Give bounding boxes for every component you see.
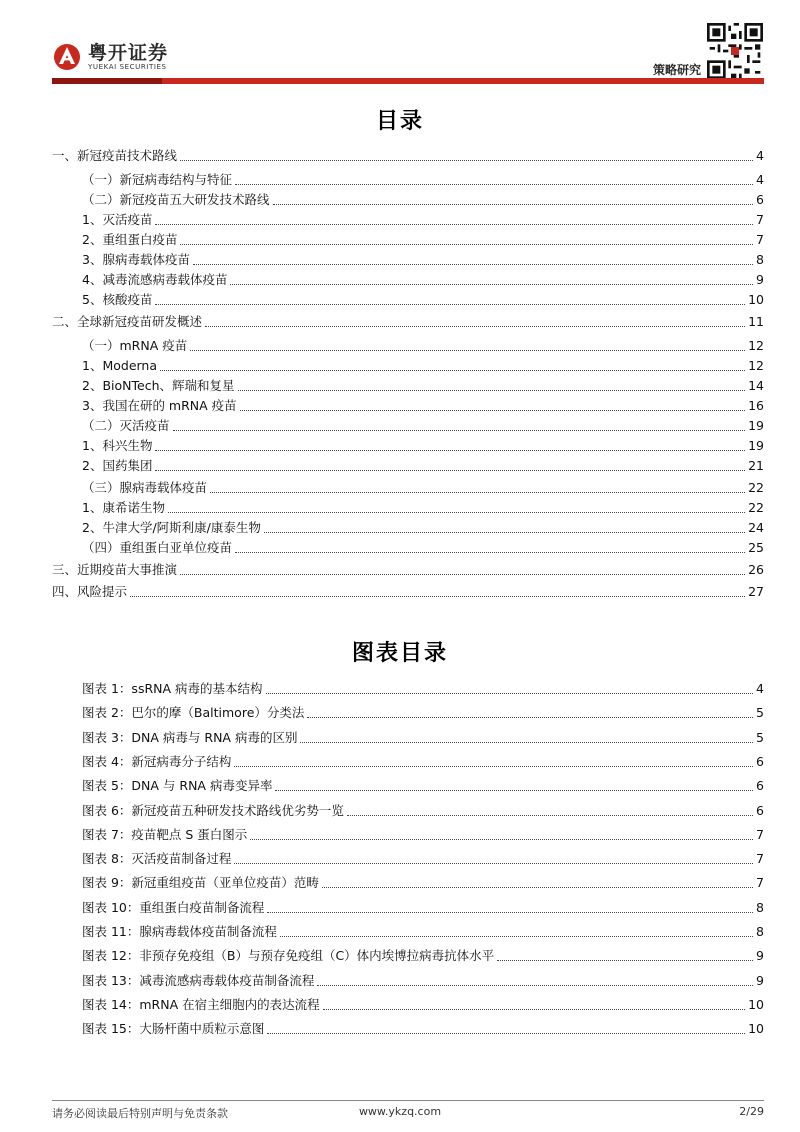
figure-entry[interactable] bbox=[82, 778, 764, 794]
toc-entry[interactable] bbox=[82, 398, 764, 414]
toc-entry-title: 3、腺病毒载体疫苗 bbox=[82, 252, 190, 267]
toc-entry[interactable] bbox=[82, 480, 764, 496]
figure-dot-leader bbox=[234, 862, 753, 864]
toc-entry-title: 三、近期疫苗大事推演 bbox=[52, 562, 178, 577]
toc-entry-title: 四、风险提示 bbox=[52, 584, 128, 599]
toc-entry-title: 1、灭活疫苗 bbox=[82, 212, 153, 227]
toc-entry-page: 9 bbox=[756, 272, 764, 287]
toc-entry-title: 二、全球新冠疫苗研发概述 bbox=[52, 314, 203, 329]
figure-entry-title: 图表 5：DNA 与 RNA 病毒变异率 bbox=[82, 778, 273, 794]
toc-dot-leader bbox=[240, 409, 745, 411]
toc-dot-leader bbox=[180, 243, 753, 245]
toc-entry-title: 2、重组蛋白疫苗 bbox=[82, 232, 178, 247]
figure-entry-page: 6 bbox=[756, 753, 764, 769]
toc-dot-leader bbox=[273, 203, 754, 205]
figure-dot-leader bbox=[323, 1008, 745, 1010]
figure-entry-page: 8 bbox=[756, 899, 764, 915]
figure-entry-page: 7 bbox=[756, 826, 764, 842]
toc-entry-title: 1、Moderna bbox=[82, 358, 158, 373]
toc-dot-leader bbox=[238, 389, 746, 391]
figure-dot-leader bbox=[280, 935, 753, 937]
toc-entry[interactable] bbox=[82, 272, 764, 288]
figure-entry-page: 4 bbox=[756, 681, 764, 696]
logo-chinese-name: 粤开证券 bbox=[88, 41, 169, 64]
toc-entry-title: （二）灭活疫苗 bbox=[82, 418, 170, 433]
page-header bbox=[0, 0, 800, 90]
toc-entry[interactable] bbox=[52, 148, 764, 164]
figure-dot-leader bbox=[234, 765, 753, 767]
toc-entry[interactable] bbox=[82, 418, 764, 434]
toc-entry-title: 一、新冠疫苗技术路线 bbox=[52, 148, 178, 163]
figure-entry-title: 图表 9：新冠重组疫苗（亚单位疫苗）范畴 bbox=[82, 875, 319, 891]
company-logo bbox=[52, 42, 168, 72]
figure-entry-page: 5 bbox=[756, 729, 764, 745]
toc-entry-page: 25 bbox=[748, 540, 764, 555]
figure-entry-title: 图表 2：巴尔的摩（Baltimore）分类法 bbox=[82, 705, 305, 721]
figure-entry-title: 图表 14：mRNA 在宿主细胞内的表达流程 bbox=[82, 996, 320, 1012]
figure-dot-leader bbox=[300, 741, 753, 743]
toc-entry-page: 7 bbox=[756, 232, 764, 247]
figure-entry-title: 图表 10：重组蛋白疫苗制备流程 bbox=[82, 899, 265, 915]
toc-title: 目录 bbox=[375, 109, 424, 134]
toc-entry-title: 1、科兴生物 bbox=[82, 438, 153, 453]
figure-entry-title: 图表 11：腺病毒载体疫苗制备流程 bbox=[82, 924, 277, 939]
figure-dot-leader bbox=[497, 959, 753, 961]
toc-dot-leader bbox=[180, 573, 745, 575]
toc-dot-leader bbox=[230, 283, 753, 285]
figure-entry[interactable] bbox=[82, 803, 764, 819]
toc-entry-title: （一）mRNA 疫苗 bbox=[82, 338, 188, 353]
toc-entry[interactable] bbox=[82, 540, 764, 556]
toc-entry-page: 14 bbox=[748, 378, 764, 393]
toc-entry[interactable] bbox=[82, 378, 764, 394]
figure-entry[interactable] bbox=[82, 900, 764, 916]
figure-entry[interactable] bbox=[82, 1021, 764, 1037]
figure-entry[interactable] bbox=[82, 948, 764, 964]
toc-entry[interactable] bbox=[82, 500, 764, 516]
figure-entry[interactable] bbox=[82, 997, 764, 1013]
toc-dot-leader bbox=[205, 325, 745, 327]
figure-dot-leader bbox=[267, 1032, 745, 1034]
toc-entry-page: 24 bbox=[748, 520, 764, 535]
figure-entry-page: 10 bbox=[748, 996, 764, 1012]
toc-dot-leader bbox=[155, 469, 745, 471]
figure-entry[interactable] bbox=[82, 827, 764, 843]
toc-entry-title: （一）新冠病毒结构与特征 bbox=[82, 172, 233, 187]
report-category: 策略研究 bbox=[653, 63, 702, 77]
toc-entry-title: 4、减毒流感病毒载体疫苗 bbox=[82, 272, 228, 287]
toc-entry-page: 22 bbox=[748, 500, 764, 515]
figure-entry-title: 图表 7：疫苗靶点 S 蛋白图示 bbox=[82, 826, 248, 842]
figure-entry[interactable] bbox=[82, 973, 764, 989]
figure-entry-page: 10 bbox=[748, 1021, 764, 1037]
figure-entry-page: 7 bbox=[756, 851, 764, 867]
toc-dot-leader bbox=[173, 429, 746, 431]
yuekai-logo-icon bbox=[52, 42, 82, 72]
toc-entry-page: 6 bbox=[756, 192, 764, 207]
toc-entry-page: 21 bbox=[748, 458, 764, 473]
toc-entry[interactable] bbox=[52, 562, 764, 578]
figure-dot-leader bbox=[347, 814, 753, 816]
toc-entry-title: （四）重组蛋白亚单位疫苗 bbox=[82, 540, 233, 555]
figure-dot-leader bbox=[322, 886, 753, 888]
figure-dot-leader bbox=[266, 692, 754, 694]
figure-entry-page: 5 bbox=[756, 705, 764, 721]
figure-dot-leader bbox=[275, 789, 753, 791]
toc-dot-leader bbox=[264, 531, 745, 533]
toc-entry-page: 8 bbox=[756, 252, 764, 267]
toc-entry-page: 11 bbox=[748, 314, 764, 329]
header-divider-accent bbox=[52, 78, 162, 84]
figure-entry[interactable] bbox=[82, 924, 764, 940]
figure-entry-title: 图表 3：DNA 病毒与 RNA 病毒的区别 bbox=[82, 729, 298, 745]
footer-website[interactable]: www.ykzq.com bbox=[358, 1105, 442, 1118]
figure-entry[interactable] bbox=[82, 754, 764, 770]
toc-entry[interactable] bbox=[52, 584, 764, 600]
page-number: 2/29 bbox=[739, 1105, 764, 1118]
toc-entry[interactable] bbox=[82, 252, 764, 268]
figure-entry-title: 图表 15：大肠杆菌中质粒示意图 bbox=[82, 1021, 265, 1037]
figure-dot-leader bbox=[307, 716, 753, 718]
figure-entry[interactable] bbox=[82, 681, 764, 697]
toc-dot-leader bbox=[210, 491, 745, 493]
toc-entry[interactable] bbox=[82, 232, 764, 248]
toc-dot-leader bbox=[235, 551, 745, 553]
toc-entry-page: 4 bbox=[756, 172, 764, 187]
toc-entry-page: 7 bbox=[756, 212, 764, 227]
toc-entry-title: 2、牛津大学/阿斯利康/康泰生物 bbox=[82, 520, 261, 535]
figure-entry-title: 图表 13：减毒流感病毒载体疫苗制备流程 bbox=[82, 972, 315, 988]
toc-entry-title: （二）新冠疫苗五大研发技术路线 bbox=[82, 192, 270, 207]
footer-divider bbox=[52, 1100, 764, 1101]
toc-entry[interactable] bbox=[82, 458, 764, 474]
toc-entry-page: 27 bbox=[748, 584, 764, 599]
toc-entry-page: 4 bbox=[756, 148, 764, 163]
figure-list-title: 图表目录 bbox=[351, 641, 448, 666]
figure-entry-page: 9 bbox=[756, 948, 764, 964]
figure-entry-title: 图表 1：ssRNA 病毒的基本结构 bbox=[82, 681, 263, 696]
toc-dot-leader bbox=[155, 449, 745, 451]
toc-entry[interactable] bbox=[52, 314, 764, 330]
toc-entry-page: 22 bbox=[748, 480, 764, 495]
figure-entry-title: 图表 6：新冠疫苗五种研发技术路线优劣势一览 bbox=[82, 802, 344, 818]
figure-entry-page: 9 bbox=[756, 972, 764, 988]
logo-english-name: YUEKAI SECURITIES bbox=[88, 62, 167, 71]
figure-entry[interactable] bbox=[82, 730, 764, 746]
figure-entry-title: 图表 12：非预存免疫组（B）与预存免疫组（C）体内埃博拉病毒抗体水平 bbox=[82, 948, 495, 964]
toc-entry-page: 12 bbox=[748, 358, 764, 373]
toc-entry-title: 2、BioNTech、辉瑞和复星 bbox=[82, 378, 235, 393]
figure-dot-leader bbox=[250, 838, 753, 840]
figure-entry[interactable] bbox=[82, 851, 764, 867]
figure-entry-title: 图表 4：新冠病毒分子结构 bbox=[82, 753, 232, 769]
toc-dot-leader bbox=[130, 595, 745, 597]
toc-entry-page: 19 bbox=[748, 438, 764, 453]
toc-dot-leader bbox=[190, 349, 745, 351]
figure-entry[interactable] bbox=[82, 875, 764, 891]
toc-entry[interactable] bbox=[82, 172, 764, 188]
toc-dot-leader bbox=[180, 159, 753, 161]
footer-disclaimer: 请务必阅读最后特别声明与免责条款 bbox=[52, 1107, 228, 1120]
figure-entry-page: 6 bbox=[756, 778, 764, 794]
figure-entry-page: 8 bbox=[756, 924, 764, 939]
toc-dot-leader bbox=[160, 369, 745, 371]
toc-entry-title: 5、核酸疫苗 bbox=[82, 292, 153, 307]
toc-dot-leader bbox=[155, 303, 745, 305]
toc-dot-leader bbox=[235, 183, 753, 185]
figure-dot-leader bbox=[317, 984, 753, 986]
toc-entry-page: 12 bbox=[748, 338, 764, 353]
figure-entry-page: 7 bbox=[756, 875, 764, 891]
toc-entry[interactable] bbox=[82, 520, 764, 536]
qr-code-icon bbox=[707, 23, 763, 79]
figure-entry[interactable] bbox=[82, 705, 764, 721]
toc-entry-page: 10 bbox=[748, 292, 764, 307]
toc-entry-page: 26 bbox=[748, 562, 764, 577]
toc-entry-page: 19 bbox=[748, 418, 764, 433]
toc-entry[interactable] bbox=[82, 438, 764, 454]
toc-dot-leader bbox=[168, 511, 745, 513]
figure-entry-page: 6 bbox=[756, 802, 764, 818]
toc-entry[interactable] bbox=[82, 192, 764, 208]
toc-entry-title: 2、国药集团 bbox=[82, 458, 153, 473]
toc-dot-leader bbox=[155, 223, 753, 225]
toc-entry-page: 16 bbox=[748, 398, 764, 413]
toc-entry-title: 3、我国在研的 mRNA 疫苗 bbox=[82, 398, 237, 413]
toc-entry[interactable] bbox=[82, 292, 764, 308]
toc-dot-leader bbox=[193, 263, 753, 265]
toc-entry[interactable] bbox=[82, 338, 764, 354]
toc-entry[interactable] bbox=[82, 358, 764, 374]
toc-entry-title: 1、康希诺生物 bbox=[82, 500, 165, 515]
figure-dot-leader bbox=[267, 911, 753, 913]
toc-entry-title: （三）腺病毒载体疫苗 bbox=[82, 480, 208, 495]
figure-entry-title: 图表 8：灭活疫苗制备过程 bbox=[82, 851, 232, 867]
toc-entry[interactable] bbox=[82, 212, 764, 228]
